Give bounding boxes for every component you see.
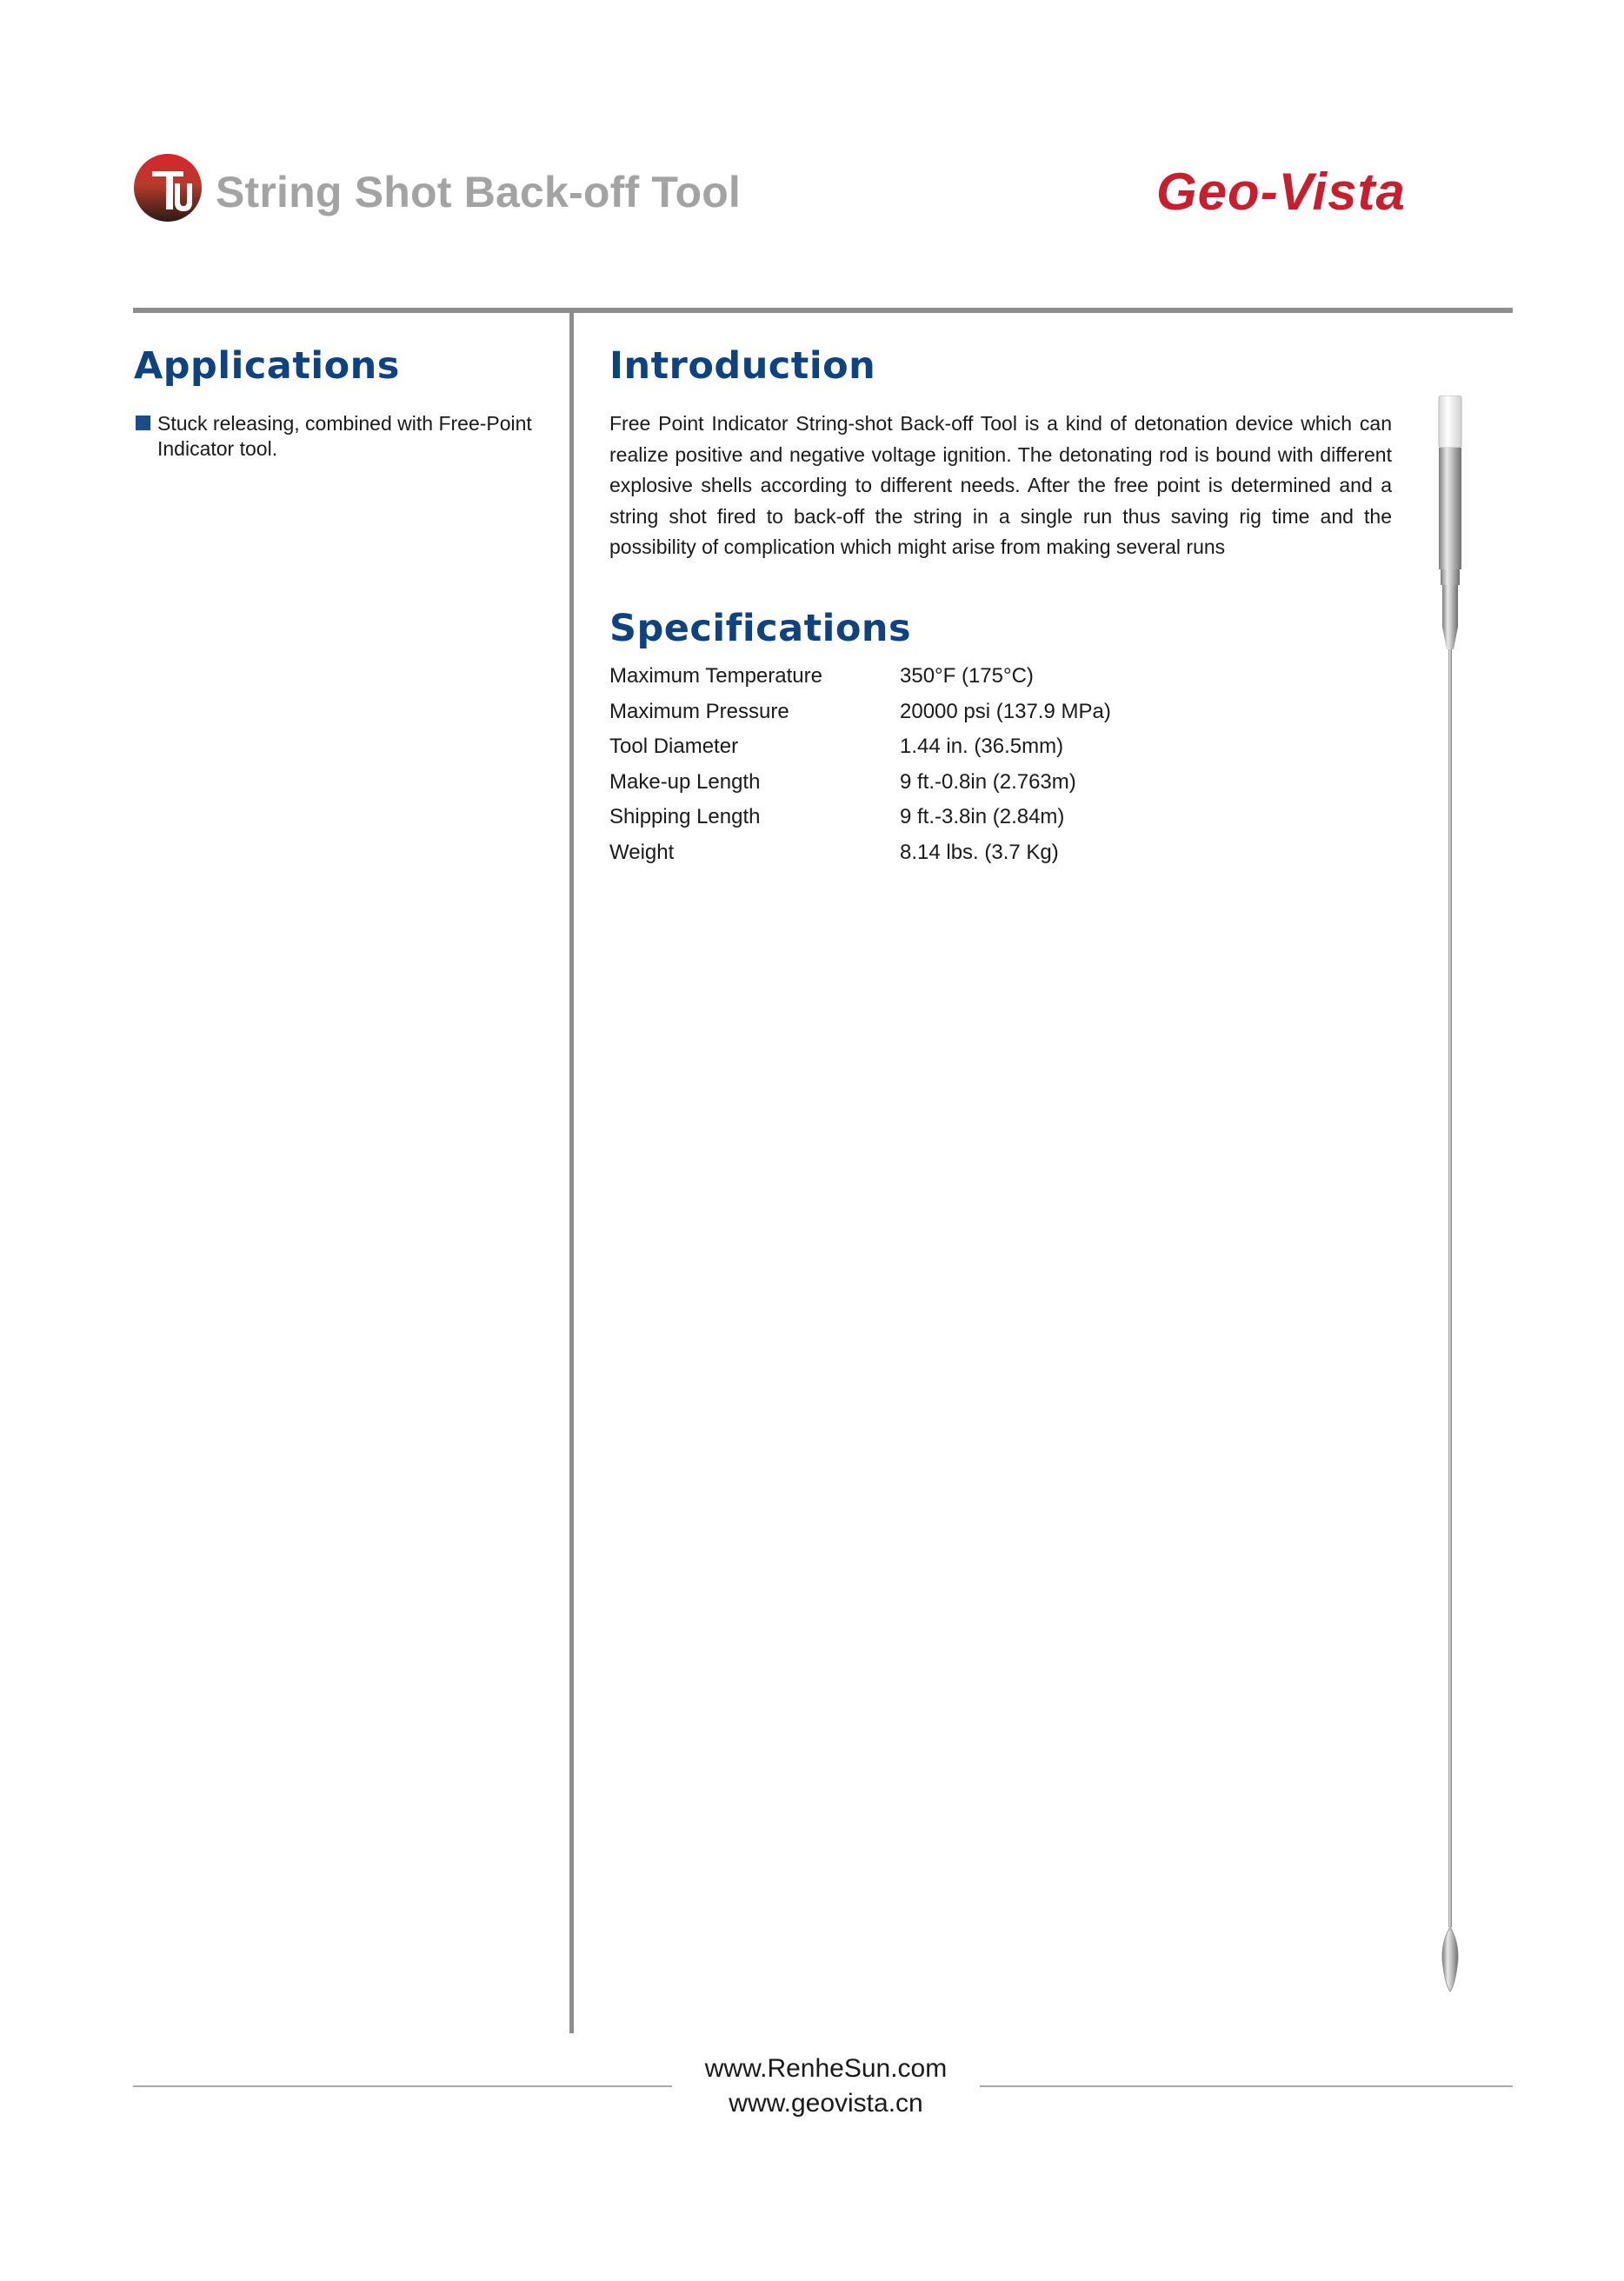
brand-logo-text: Geo-Vista — [1156, 163, 1406, 221]
introduction-heading: Introduction — [609, 344, 876, 388]
applications-heading: Applications — [134, 344, 400, 388]
square-bullet-icon — [136, 416, 150, 430]
footer-divider-right — [980, 2085, 1513, 2087]
list-item-text: Stuck releasing, combined with Free-Point Indicator tool. — [157, 412, 532, 460]
spec-label: Maximum Temperature — [609, 664, 822, 688]
tool-illustration — [1434, 396, 1495, 1995]
spec-label: Tool Diameter — [609, 735, 739, 759]
website-link-geovista[interactable]: www.geovista.cn — [729, 2089, 923, 2118]
website-link-renhesun[interactable]: www.RenheSun.com — [704, 2054, 948, 2083]
spec-value: 9 ft.-3.8in (2.84m) — [900, 805, 1065, 829]
spec-value: 350°F (175°C) — [900, 664, 1034, 688]
spec-value: 9 ft.-0.8in (2.763m) — [900, 769, 1076, 794]
spec-value: 20000 psi (137.9 MPa) — [900, 699, 1111, 723]
table-row — [609, 765, 1111, 801]
column-divider — [569, 308, 574, 2033]
table-row — [609, 695, 1111, 730]
spec-value: 8.14 lbs. (3.7 Kg) — [900, 840, 1059, 864]
table-row — [609, 835, 1111, 871]
spec-label: Maximum Pressure — [609, 699, 789, 723]
table-row — [609, 659, 1111, 695]
applications-list — [136, 411, 549, 462]
document-title: String Shot Back-off Tool — [216, 168, 742, 216]
table-row — [609, 800, 1111, 835]
footer-links — [672, 2052, 980, 2121]
footer-divider-left — [133, 2085, 672, 2087]
list-item — [136, 411, 549, 462]
spec-label: Make-up Length — [609, 769, 761, 794]
header-divider — [133, 308, 1513, 313]
spec-label: Shipping Length — [609, 805, 761, 829]
specifications-heading: Specifications — [609, 607, 912, 650]
company-logo-icon — [133, 152, 203, 223]
spec-value: 1.44 in. (36.5mm) — [900, 735, 1064, 759]
specifications-table — [609, 659, 1111, 870]
spec-label: Weight — [609, 840, 675, 864]
introduction-paragraph: Free Point Indicator String-shot Back-off Tool is a kind of detonation device which can realize positive and negative voltage ignition. The detonating rod is bound with different explosive shells according to different needs. After the free point is determined and a string shot fired to back-off the string in a single run thus saving rig time and the possibility of complication which might arise from making several runs — [609, 412, 1392, 558]
table-row — [609, 729, 1111, 765]
